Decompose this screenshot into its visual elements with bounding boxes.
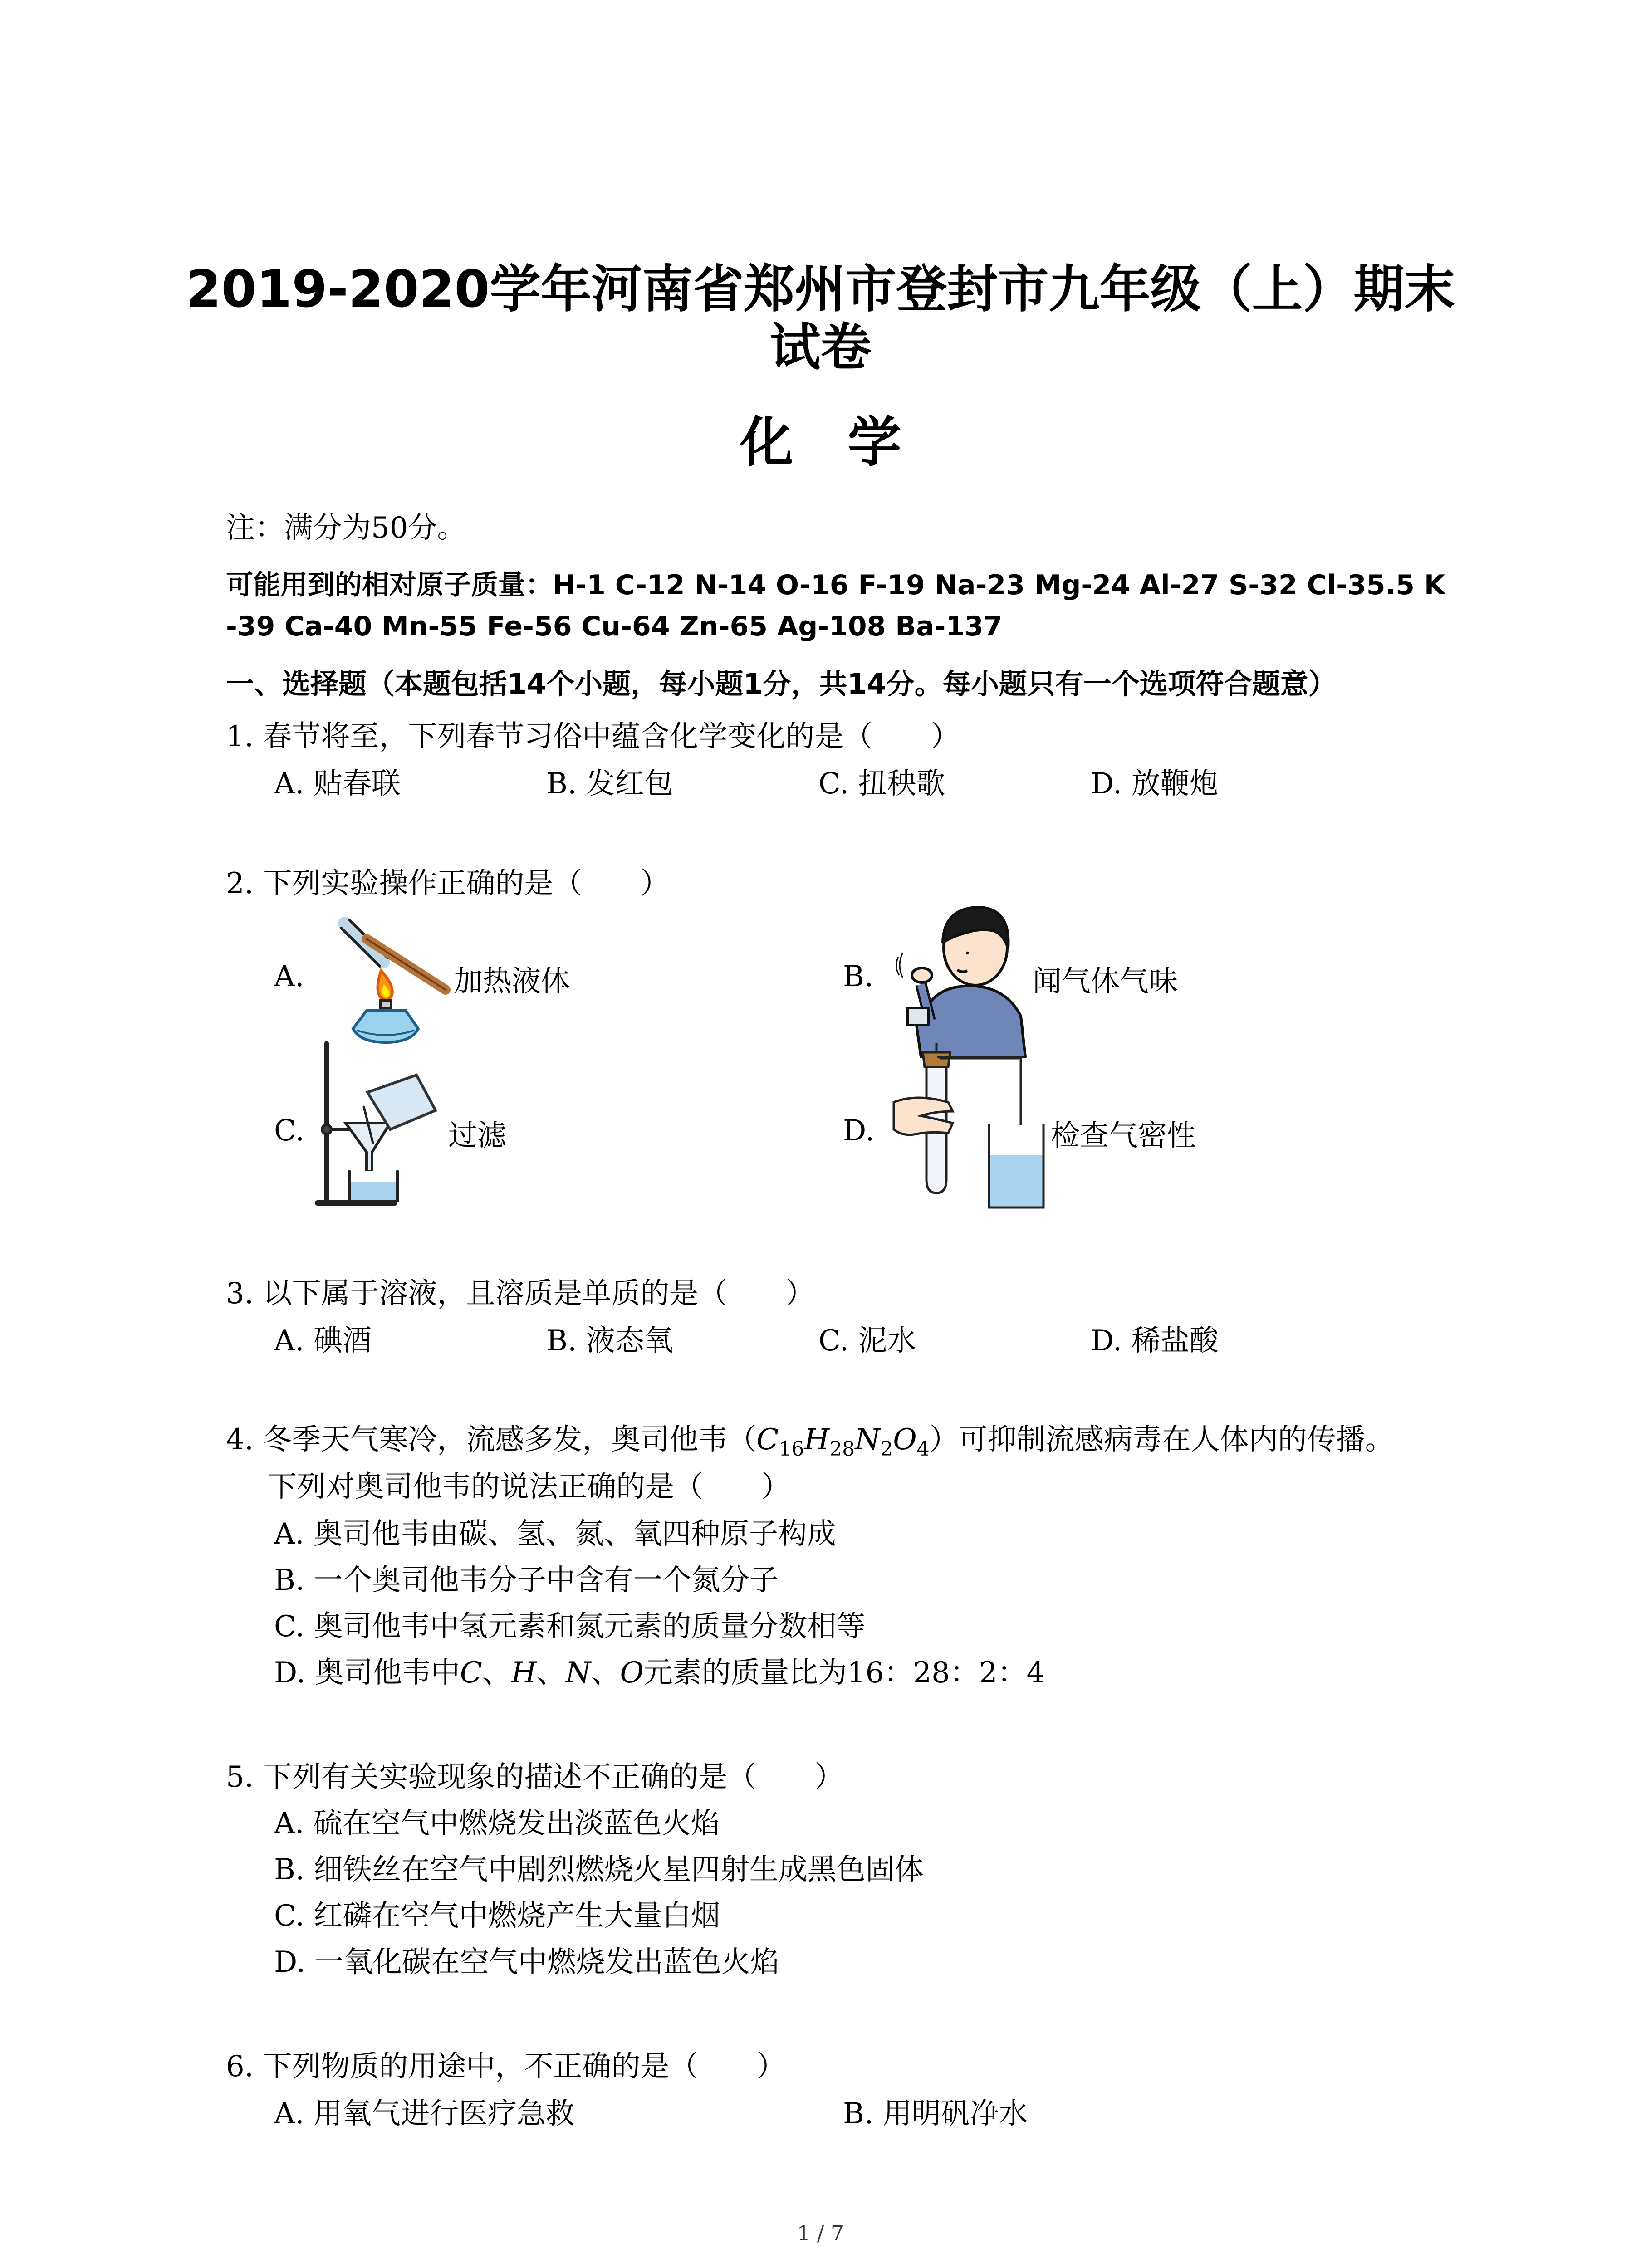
option-d: D. 一氧化碳在空气中燃烧发出蓝色火焰 — [274, 1945, 779, 1979]
element-h: H — [511, 1656, 537, 1690]
option-d: D. 放鞭炮 — [1091, 767, 1219, 801]
figure-caption-a: 加热液体 — [454, 965, 570, 998]
option-d: D. — [843, 1114, 875, 1148]
option-d-pre: D. 奥司他韦中 — [274, 1656, 460, 1690]
element-c: C — [460, 1656, 482, 1690]
atomic-masses-line1: 可能用到的相对原子质量：H-1 C-12 N-14 O-16 F-19 Na-23 Mg-24 Al-27 S-32 Cl-35.5 K — [226, 569, 1445, 601]
option-c: C. 泥水 — [818, 1324, 916, 1358]
page-number: 1 / 7 — [797, 2221, 844, 2245]
separator: 、 — [591, 1656, 620, 1690]
formula-n-count: 2 — [880, 1437, 893, 1461]
smelling-gas-figure — [889, 889, 1034, 1061]
formula-h-count: 28 — [829, 1437, 855, 1461]
question-stem: 1. 春节将至，下列春节习俗中蕴含化学变化的是（ ） — [226, 720, 960, 753]
option-d-post: 元素的质量比为16：28：2：4 — [643, 1656, 1045, 1690]
option-b: B. 用明矾净水 — [843, 2097, 1028, 2131]
option-a: A. 贴春联 — [274, 767, 401, 801]
option-c: C. — [274, 1114, 305, 1148]
question-stem: 6. 下列物质的用途中，不正确的是（ ） — [226, 2050, 786, 2083]
formula-c-count: 16 — [779, 1437, 804, 1461]
option-d: D. 稀盐酸 — [1091, 1324, 1219, 1358]
exam-title-line1: 2019-2020学年河南省郑州市登封市九年级（上）期末 — [186, 260, 1455, 319]
question-stem: 3. 以下属于溶液，且溶质是单质的是（ ） — [226, 1277, 815, 1310]
figure-caption-b: 闻气体气味 — [1033, 965, 1178, 998]
question-stem-line2: 下列对奥司他韦的说法正确的是（ ） — [268, 1470, 790, 1504]
option-b: B. 液态氧 — [546, 1324, 673, 1358]
question-stem: 2. 下列实验操作正确的是（ ） — [226, 867, 670, 900]
question-stem-line1 — [226, 1416, 1394, 1461]
figure-caption-c: 过滤 — [448, 1119, 506, 1153]
stem-post: ）可抑制流感病毒在人体内的传播。 — [929, 1423, 1394, 1457]
airtightness-check-figure — [885, 1043, 1048, 1216]
option-a: A. 碘酒 — [274, 1324, 372, 1358]
option-b: B. — [843, 960, 874, 993]
question-stem: 5. 下列有关实验现象的描述不正确的是（ ） — [226, 1760, 844, 1794]
option-b: B. 细铁丝在空气中剧烈燃烧火星四射生成黑色固体 — [274, 1853, 924, 1887]
option-a: A. 奥司他韦由碳、氢、氮、氧四种原子构成 — [274, 1517, 836, 1551]
option-a: A. 硫在空气中燃烧发出淡蓝色火焰 — [274, 1807, 720, 1840]
option-a: A. — [274, 960, 304, 993]
option-c: C. 红磷在空气中燃烧产生大量白烟 — [274, 1899, 720, 1933]
option-d — [274, 1649, 1045, 1691]
option-c: C. 奥司他韦中氢元素和氮元素的质量分数相等 — [274, 1610, 866, 1643]
figure-caption-d: 检查气密性 — [1051, 1119, 1196, 1153]
option-c: C. 扭秧歌 — [818, 767, 945, 801]
exam-title-line2: 试卷 — [769, 318, 872, 377]
formula-n: N — [855, 1423, 881, 1457]
score-note: 注：满分为50分。 — [226, 511, 466, 545]
subject-title: 化学 — [740, 411, 956, 474]
test-tube-heating-figure — [313, 907, 458, 1052]
separator: 、 — [536, 1656, 566, 1690]
section-heading: 一、选择题（本题包括14个小题，每小题1分，共14分。每小题只有一个选项符合题意） — [226, 667, 1337, 700]
formula-h: H — [804, 1423, 830, 1457]
option-b: B. 发红包 — [546, 767, 673, 801]
formula-o: O — [893, 1423, 917, 1457]
option-b: B. 一个奥司他韦分子中含有一个氮分子 — [274, 1564, 779, 1597]
formula-c: C — [756, 1423, 779, 1457]
formula-o-count: 4 — [916, 1437, 930, 1461]
stem-pre: 4. 冬季天气寒冷，流感多发，奥司他韦（ — [226, 1423, 757, 1457]
atomic-masses-line2: -39 Ca-40 Mn-55 Fe-56 Cu-64 Zn-65 Ag-108 Ba-137 — [226, 611, 1003, 642]
filtration-figure — [313, 1039, 445, 1211]
option-a: A. 用氧气进行医疗急救 — [274, 2097, 575, 2131]
element-o: O — [620, 1656, 644, 1690]
element-n: N — [565, 1656, 591, 1690]
separator: 、 — [482, 1656, 511, 1690]
